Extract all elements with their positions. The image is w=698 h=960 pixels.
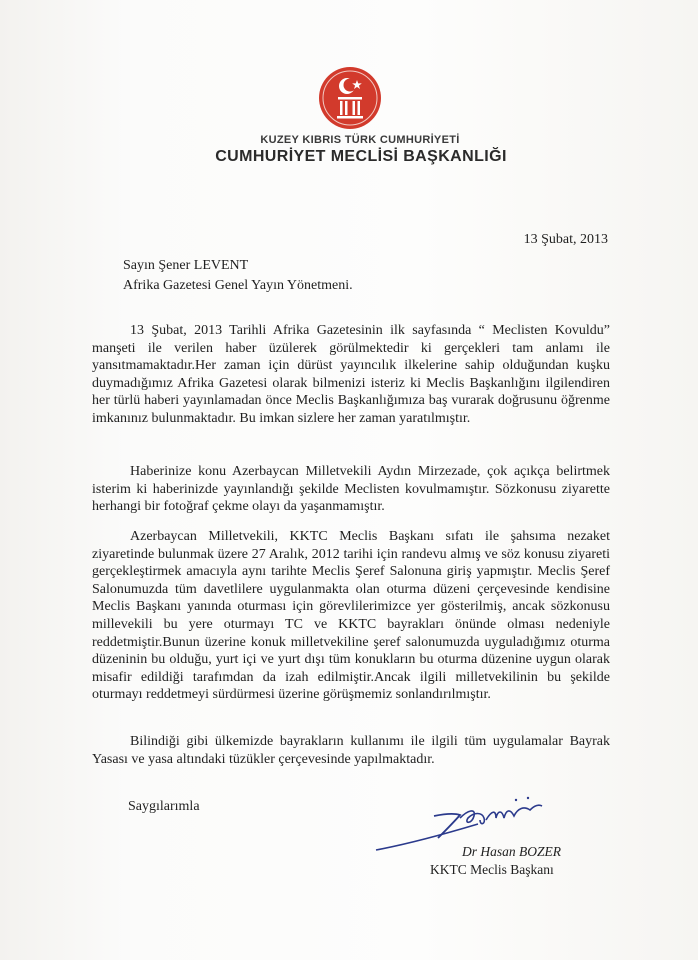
office-title: CUMHURİYET MECLİSİ BAŞKANLIĞI [215, 148, 507, 165]
signer-title: KKTC Meclis Başkanı [430, 862, 554, 877]
closing-salutation: Saygılarımla [128, 799, 200, 814]
body-paragraph-1 [92, 322, 610, 428]
signer-name: Dr Hasan BOZER [462, 844, 562, 859]
body-paragraph-3 [92, 528, 610, 704]
recipient-name: Sayın Şener LEVENT [123, 258, 249, 273]
body-paragraph-4 [92, 733, 610, 768]
parliament-emblem-icon [318, 66, 382, 130]
signer-block [430, 843, 561, 879]
recipient-title: Afrika Gazetesi Genel Yayın Yönetmeni. [123, 278, 353, 293]
letter-date: 13 Şubat, 2013 [523, 232, 608, 247]
institution-line: KUZEY KIBRIS TÜRK CUMHURİYETİ [260, 134, 460, 146]
paragraph-text: Bilindiği gibi ülkemizde bayrakların kullanımı ile ilgili tüm uygulamalar Bayrak Yasası ve yasa altındaki tüzükler çerçevesinde yapılmaktadır. [92, 734, 610, 767]
recipient-block [123, 256, 353, 296]
paragraph-text: Haberinize konu Azerbaycan Milletvekili Aydın Mirzezade, çok açıkça belirtmek isterim ki haberinizde yayınlandığı şekilde Meclisten kovulmamıştır. Sözkonusu ziyarette herhangi bir fotoğraf çekme olayı da yaşanmamıştır. [92, 464, 610, 515]
paragraph-text: Azerbaycan Milletvekili, KKTC Meclis Başkanı sıfatı ile şahsıma nezaket ziyaretinde bulunmak üzere 27 Aralık, 2012 tarihi için randevu almış ve söz konusu ziyareti gerçekleştirmek amacıyla aynı tarihte Meclis Şeref Salonuna giriş yapmıştır. Meclis Şeref Salonumuzda tüm davetlilere uygulanmakta olan oturma düzeni çerçevesinde kendisine Meclis Başkanı yanında oturması için görevlilerimizce yer gösterilmiş, ancak sözkonusu millevekili bu yere oturmayı TC ve KKTC bayrakları önünde olması nedeniyle reddetmiştir.Bunun üzerine konuk milletvekiline şeref salonumuzda uyguladığımız oturma düzeninin bu olduğu, yurt içi ve yurt dışı tüm konukların bu oturma düzenine uygun olarak misafir edildiği tarafımdan da izah edilmiştir.Ancak ilgili milletvekilinin bu şekilde oturmayı reddetmeyi sürdürmesi üzerine görüşmemiz sonlandırılmıştır. [92, 529, 610, 703]
paragraph-text: 13 Şubat, 2013 Tarihli Afrika Gazetesinin ilk sayfasında “ Meclisten Kovuldu” manşeti ile verilen haber üzülerek görülmektedir ki gerçekleri tam anlamı ile yansıtmamaktadır.Her zaman için dürüst yayıncılık ilkelerine sahip olduğundan kuşku duymadığımız Afrika Gazetesi olarak bilmenizi isteriz ki Meclis Başkanlığını ilgilendiren her türlü haberi yayınlamadan önce Meclis Başkanlığımıza baş vurarak doğrusunu öğrenme imkanınız bulunmaktadır. Bu imkan sizlere her zaman yaratılmıştır. [92, 323, 610, 426]
body-paragraph-2 [92, 463, 610, 516]
